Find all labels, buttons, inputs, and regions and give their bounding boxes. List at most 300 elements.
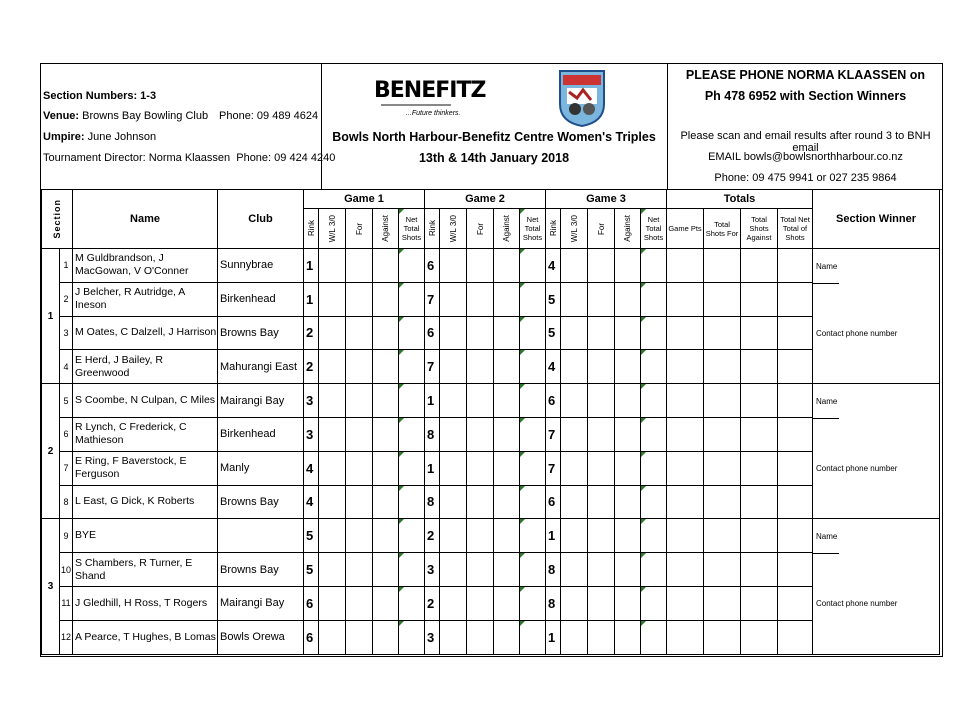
game2-net-cell[interactable] — [520, 553, 546, 587]
game3-for-cell[interactable] — [588, 417, 615, 451]
game2-net-cell[interactable] — [520, 316, 546, 350]
game1-net-cell[interactable] — [399, 519, 425, 553]
total-net-cell[interactable] — [778, 249, 813, 283]
table-row — [42, 417, 940, 451]
total-net-header: Total Net Total of Shots — [778, 209, 813, 249]
team-club: Sunnybrae — [218, 249, 304, 283]
team-number: 11 — [60, 586, 73, 620]
game3-wl-cell[interactable] — [561, 519, 588, 553]
total-against-cell[interactable] — [741, 485, 778, 519]
game1-for-cell[interactable] — [346, 350, 373, 384]
game1-net-cell[interactable] — [399, 384, 425, 418]
game2-net-cell[interactable] — [520, 384, 546, 418]
total-against-cell[interactable] — [741, 519, 778, 553]
game2-for-header: For — [467, 209, 494, 249]
game3-for-cell[interactable] — [588, 282, 615, 316]
game3-rink: 8 — [546, 586, 561, 620]
team-names: S Chambers, R Turner, E Shand — [73, 553, 218, 587]
game1-rink: 2 — [304, 316, 319, 350]
section-numbers: Section Numbers: 1-3 — [43, 90, 157, 102]
game2-against-cell[interactable] — [494, 553, 520, 587]
logo-tagline: ...Future thinkers. — [406, 110, 461, 117]
game1-against-cell[interactable] — [373, 519, 399, 553]
team-names: L East, G Dick, K Roberts — [73, 485, 218, 519]
team-number: 4 — [60, 350, 73, 384]
game2-net-cell[interactable] — [520, 249, 546, 283]
game2-net-header: Net Total Shots — [520, 209, 546, 249]
game3-net-cell[interactable] — [641, 316, 667, 350]
game1-rink: 6 — [304, 620, 319, 654]
game1-net-cell[interactable] — [399, 553, 425, 587]
total-for-cell[interactable] — [704, 451, 741, 485]
game3-for-cell[interactable] — [588, 553, 615, 587]
game2-header: Game 2 — [425, 190, 546, 209]
game2-for-cell[interactable] — [467, 620, 494, 654]
game3-wl-header: W/L 3/0 — [561, 209, 588, 249]
game2-wl-cell[interactable] — [440, 519, 467, 553]
game-pts-cell[interactable] — [667, 384, 704, 418]
game3-net-cell[interactable] — [641, 519, 667, 553]
benefitz-logo: BENEFITZ — [374, 78, 486, 103]
game1-against-cell[interactable] — [373, 350, 399, 384]
game2-for-cell[interactable] — [467, 350, 494, 384]
game1-against-cell[interactable] — [373, 316, 399, 350]
total-for-cell[interactable] — [704, 485, 741, 519]
table-row — [42, 384, 940, 418]
game3-net-cell[interactable] — [641, 485, 667, 519]
game-pts-cell[interactable] — [667, 519, 704, 553]
game2-rink: 3 — [425, 553, 440, 587]
director-line: Tournament Director: Norma Klaassen Phone: 09 424 4240 — [43, 152, 336, 164]
team-club: Mairangi Bay — [218, 586, 304, 620]
game3-net-cell[interactable] — [641, 282, 667, 316]
game3-wl-cell[interactable] — [561, 282, 588, 316]
totals-header: Totals — [667, 190, 813, 209]
game3-against-cell[interactable] — [615, 316, 641, 350]
total-against-cell[interactable] — [741, 249, 778, 283]
game2-net-cell[interactable] — [520, 282, 546, 316]
game1-rink: 1 — [304, 282, 319, 316]
team-number: 9 — [60, 519, 73, 553]
game1-for-cell[interactable] — [346, 451, 373, 485]
game2-against-cell[interactable] — [494, 620, 520, 654]
game1-rink: 2 — [304, 350, 319, 384]
game2-net-cell[interactable] — [520, 620, 546, 654]
total-net-cell[interactable] — [778, 519, 813, 553]
table-row — [42, 586, 940, 620]
game-pts-cell[interactable] — [667, 249, 704, 283]
team-names: S Coombe, N Culpan, C Miles — [73, 384, 218, 418]
game1-header: Game 1 — [304, 190, 425, 209]
game1-for-cell[interactable] — [346, 586, 373, 620]
section-winner-cell[interactable] — [813, 519, 940, 654]
team-names: J Gledhill, H Ross, T Rogers — [73, 586, 218, 620]
game3-wl-cell[interactable] — [561, 249, 588, 283]
sheet-header — [41, 64, 942, 190]
team-names: M Guldbrandson, J MacGowan, V O'Conner — [73, 249, 218, 283]
total-against-cell[interactable] — [741, 282, 778, 316]
game2-rink: 6 — [425, 316, 440, 350]
game3-for-cell[interactable] — [588, 485, 615, 519]
table-row — [42, 485, 940, 519]
total-for-cell[interactable] — [704, 620, 741, 654]
game1-wl-cell[interactable] — [319, 451, 346, 485]
game3-against-cell[interactable] — [615, 350, 641, 384]
game2-net-cell[interactable] — [520, 417, 546, 451]
game3-for-cell[interactable] — [588, 620, 615, 654]
game2-against-cell[interactable] — [494, 282, 520, 316]
total-for-cell[interactable] — [704, 586, 741, 620]
section-number: 1 — [42, 249, 60, 384]
game1-against-cell[interactable] — [373, 249, 399, 283]
game2-for-cell[interactable] — [467, 519, 494, 553]
game3-rink: 1 — [546, 620, 561, 654]
game1-net-cell[interactable] — [399, 485, 425, 519]
game3-wl-cell[interactable] — [561, 451, 588, 485]
title-block — [321, 64, 668, 189]
game-pts-cell[interactable] — [667, 620, 704, 654]
game2-against-header: Against — [494, 209, 520, 249]
team-names: R Lynch, C Frederick, C Mathieson — [73, 417, 218, 451]
game2-against-cell[interactable] — [494, 384, 520, 418]
game3-against-cell[interactable] — [615, 249, 641, 283]
game3-net-cell[interactable] — [641, 620, 667, 654]
section-winner-cell[interactable] — [813, 384, 940, 519]
game-pts-cell[interactable] — [667, 316, 704, 350]
game1-net-cell[interactable] — [399, 586, 425, 620]
team-number: 12 — [60, 620, 73, 654]
game2-rink: 7 — [425, 282, 440, 316]
total-net-cell[interactable] — [778, 620, 813, 654]
game2-against-cell[interactable] — [494, 316, 520, 350]
total-against-cell[interactable] — [741, 316, 778, 350]
game2-rink: 1 — [425, 384, 440, 418]
game-pts-cell[interactable] — [667, 282, 704, 316]
team-names: A Pearce, T Hughes, B Lomas — [73, 620, 218, 654]
game2-against-cell[interactable] — [494, 485, 520, 519]
game2-wl-cell[interactable] — [440, 316, 467, 350]
game1-net-cell[interactable] — [399, 417, 425, 451]
team-club: Manly — [218, 451, 304, 485]
total-against-cell[interactable] — [741, 620, 778, 654]
game1-against-cell[interactable] — [373, 282, 399, 316]
section-winner-cell[interactable] — [813, 249, 940, 384]
game1-against-cell[interactable] — [373, 485, 399, 519]
total-net-cell[interactable] — [778, 316, 813, 350]
total-net-cell[interactable] — [778, 586, 813, 620]
total-net-cell[interactable] — [778, 384, 813, 418]
game2-for-cell[interactable] — [467, 316, 494, 350]
name-header: Name — [73, 190, 218, 249]
game-pts-header: Game Pts — [667, 209, 704, 249]
game1-wl-cell[interactable] — [319, 553, 346, 587]
game3-net-cell[interactable] — [641, 350, 667, 384]
team-number: 7 — [60, 451, 73, 485]
game3-for-cell[interactable] — [588, 249, 615, 283]
game1-rink: 6 — [304, 586, 319, 620]
game1-wl-cell[interactable] — [319, 249, 346, 283]
game3-net-header: Net Total Shots — [641, 209, 667, 249]
game2-rink-header: Rink — [425, 209, 440, 249]
total-net-cell[interactable] — [778, 417, 813, 451]
game2-rink: 7 — [425, 350, 440, 384]
game1-for-cell[interactable] — [346, 620, 373, 654]
team-club: Browns Bay — [218, 485, 304, 519]
game3-for-cell[interactable] — [588, 519, 615, 553]
game2-against-cell[interactable] — [494, 519, 520, 553]
game1-for-cell[interactable] — [346, 316, 373, 350]
game1-for-cell[interactable] — [346, 249, 373, 283]
game1-rink: 5 — [304, 553, 319, 587]
game3-against-cell[interactable] — [615, 586, 641, 620]
game2-wl-cell[interactable] — [440, 282, 467, 316]
game1-rink: 4 — [304, 451, 319, 485]
game1-net-cell[interactable] — [399, 249, 425, 283]
game2-net-cell[interactable] — [520, 485, 546, 519]
team-club: Birkenhead — [218, 417, 304, 451]
team-club: Bowls Orewa — [218, 620, 304, 654]
game1-against-header: Against — [373, 209, 399, 249]
game2-net-cell[interactable] — [520, 586, 546, 620]
game1-wl-cell[interactable] — [319, 620, 346, 654]
game3-wl-cell[interactable] — [561, 417, 588, 451]
game2-wl-cell[interactable] — [440, 384, 467, 418]
logo-rule — [381, 104, 451, 106]
game3-wl-cell[interactable] — [561, 586, 588, 620]
total-net-cell[interactable] — [778, 282, 813, 316]
game2-rink: 2 — [425, 519, 440, 553]
game2-wl-cell[interactable] — [440, 485, 467, 519]
game3-against-cell[interactable] — [615, 553, 641, 587]
game3-net-cell[interactable] — [641, 384, 667, 418]
game2-wl-cell[interactable] — [440, 451, 467, 485]
game2-against-cell[interactable] — [494, 586, 520, 620]
game3-net-cell[interactable] — [641, 451, 667, 485]
game1-net-cell[interactable] — [399, 620, 425, 654]
game1-wl-cell[interactable] — [319, 417, 346, 451]
game3-net-cell[interactable] — [641, 417, 667, 451]
game1-against-cell[interactable] — [373, 553, 399, 587]
game3-wl-cell[interactable] — [561, 553, 588, 587]
game1-net-cell[interactable] — [399, 350, 425, 384]
game2-wl-cell[interactable] — [440, 249, 467, 283]
game3-wl-cell[interactable] — [561, 620, 588, 654]
team-club — [218, 519, 304, 553]
team-club: Mairangi Bay — [218, 384, 304, 418]
total-net-cell[interactable] — [778, 350, 813, 384]
game2-for-cell[interactable] — [467, 485, 494, 519]
game-pts-cell[interactable] — [667, 485, 704, 519]
game3-rink: 5 — [546, 282, 561, 316]
game1-rink: 3 — [304, 384, 319, 418]
game3-against-header: Against — [615, 209, 641, 249]
game3-rink: 7 — [546, 417, 561, 451]
game2-rink: 3 — [425, 620, 440, 654]
game2-net-cell[interactable] — [520, 350, 546, 384]
game2-rink: 1 — [425, 451, 440, 485]
total-net-cell[interactable] — [778, 485, 813, 519]
table-row — [42, 620, 940, 654]
game2-wl-cell[interactable] — [440, 350, 467, 384]
total-for-cell[interactable] — [704, 384, 741, 418]
winner-name-label: Name — [816, 532, 838, 542]
game3-header: Game 3 — [546, 190, 667, 209]
team-number: 1 — [60, 249, 73, 283]
game-pts-cell[interactable] — [667, 417, 704, 451]
game1-net-cell[interactable] — [399, 316, 425, 350]
game2-against-cell[interactable] — [494, 451, 520, 485]
game3-net-cell[interactable] — [641, 249, 667, 283]
game3-rink: 4 — [546, 350, 561, 384]
game3-wl-cell[interactable] — [561, 485, 588, 519]
team-number: 10 — [60, 553, 73, 587]
game2-net-cell[interactable] — [520, 451, 546, 485]
total-for-cell[interactable] — [704, 316, 741, 350]
game3-wl-cell[interactable] — [561, 350, 588, 384]
game2-rink: 2 — [425, 586, 440, 620]
game2-rink: 8 — [425, 417, 440, 451]
contact-block — [667, 64, 944, 189]
game1-wl-cell[interactable] — [319, 350, 346, 384]
team-names: M Oates, C Dalzell, J Harrison — [73, 316, 218, 350]
game2-wl-cell[interactable] — [440, 586, 467, 620]
game1-wl-cell[interactable] — [319, 485, 346, 519]
section-header: Section — [42, 190, 73, 249]
game2-for-cell[interactable] — [467, 417, 494, 451]
game2-for-cell[interactable] — [467, 282, 494, 316]
total-against-cell[interactable] — [741, 451, 778, 485]
game1-rink-header: Rink — [304, 209, 319, 249]
game1-against-cell[interactable] — [373, 417, 399, 451]
game1-against-cell[interactable] — [373, 384, 399, 418]
total-for-cell[interactable] — [704, 553, 741, 587]
game3-against-cell[interactable] — [615, 417, 641, 451]
game3-against-cell[interactable] — [615, 485, 641, 519]
game3-against-cell[interactable] — [615, 620, 641, 654]
game3-wl-cell[interactable] — [561, 384, 588, 418]
game-pts-cell[interactable] — [667, 586, 704, 620]
game1-wl-cell[interactable] — [319, 282, 346, 316]
game2-against-cell[interactable] — [494, 350, 520, 384]
game1-for-header: For — [346, 209, 373, 249]
game1-net-header: Net Total Shots — [399, 209, 425, 249]
total-for-cell[interactable] — [704, 282, 741, 316]
game3-rink: 5 — [546, 316, 561, 350]
team-club: Browns Bay — [218, 316, 304, 350]
game1-for-cell[interactable] — [346, 519, 373, 553]
game1-wl-cell[interactable] — [319, 586, 346, 620]
total-net-cell[interactable] — [778, 451, 813, 485]
total-against-cell[interactable] — [741, 417, 778, 451]
total-for-cell[interactable] — [704, 249, 741, 283]
section-winner-header: Section Winner — [813, 190, 940, 249]
game1-for-cell[interactable] — [346, 417, 373, 451]
game3-rink: 1 — [546, 519, 561, 553]
club-header: Club — [218, 190, 304, 249]
game3-rink: 4 — [546, 249, 561, 283]
game2-rink: 6 — [425, 249, 440, 283]
total-net-cell[interactable] — [778, 553, 813, 587]
game1-wl-cell[interactable] — [319, 519, 346, 553]
game1-wl-cell[interactable] — [319, 384, 346, 418]
game1-against-cell[interactable] — [373, 451, 399, 485]
game1-net-cell[interactable] — [399, 451, 425, 485]
team-club: Browns Bay — [218, 553, 304, 587]
game2-against-cell[interactable] — [494, 249, 520, 283]
game2-wl-cell[interactable] — [440, 417, 467, 451]
game3-rink: 8 — [546, 553, 561, 587]
game2-wl-cell[interactable] — [440, 553, 467, 587]
section-number: 2 — [42, 384, 60, 519]
total-against-cell[interactable] — [741, 586, 778, 620]
game1-rink: 5 — [304, 519, 319, 553]
game1-for-cell[interactable] — [346, 485, 373, 519]
tournament-dates: 13th & 14th January 2018 — [418, 151, 570, 165]
club-crest-icon — [557, 68, 607, 128]
team-club: Mahurangi East — [218, 350, 304, 384]
game3-for-cell[interactable] — [588, 384, 615, 418]
game1-wl-cell[interactable] — [319, 316, 346, 350]
game3-for-cell[interactable] — [588, 350, 615, 384]
game-pts-cell[interactable] — [667, 350, 704, 384]
game3-against-cell[interactable] — [615, 384, 641, 418]
total-against-cell[interactable] — [741, 553, 778, 587]
total-for-cell[interactable] — [704, 350, 741, 384]
game1-for-cell[interactable] — [346, 384, 373, 418]
tournament-title: Bowls North Harbour-Benefitz Centre Women's Triples — [332, 130, 656, 144]
game2-for-cell[interactable] — [467, 553, 494, 587]
game3-wl-cell[interactable] — [561, 316, 588, 350]
game2-for-cell[interactable] — [467, 586, 494, 620]
game-pts-cell[interactable] — [667, 451, 704, 485]
game2-for-cell[interactable] — [467, 451, 494, 485]
venue-line: Venue: Browns Bay Bowling Club Phone: 09 489 4624 — [43, 110, 319, 122]
game3-against-cell[interactable] — [615, 451, 641, 485]
game1-wl-header: W/L 3/0 — [319, 209, 346, 249]
total-for-cell[interactable] — [704, 519, 741, 553]
game3-for-cell[interactable] — [588, 586, 615, 620]
game3-net-cell[interactable] — [641, 586, 667, 620]
section-number: 3 — [42, 519, 60, 654]
team-number: 6 — [60, 417, 73, 451]
game1-against-cell[interactable] — [373, 586, 399, 620]
game2-net-cell[interactable] — [520, 519, 546, 553]
game3-against-cell[interactable] — [615, 282, 641, 316]
total-against-header: Total Shots Against — [741, 209, 778, 249]
game2-for-cell[interactable] — [467, 249, 494, 283]
winner-divider — [813, 553, 839, 554]
team-names: E Ring, F Baverstock, E Ferguson — [73, 451, 218, 485]
game2-for-cell[interactable] — [467, 384, 494, 418]
game1-for-cell[interactable] — [346, 282, 373, 316]
game3-for-cell[interactable] — [588, 451, 615, 485]
total-against-cell[interactable] — [741, 350, 778, 384]
game2-against-cell[interactable] — [494, 417, 520, 451]
game1-for-cell[interactable] — [346, 553, 373, 587]
total-for-cell[interactable] — [704, 417, 741, 451]
game-pts-cell[interactable] — [667, 553, 704, 587]
table-row — [42, 249, 940, 283]
game1-rink: 4 — [304, 485, 319, 519]
winner-name-label: Name — [816, 262, 838, 271]
game2-wl-cell[interactable] — [440, 620, 467, 654]
total-against-cell[interactable] — [741, 384, 778, 418]
game3-net-cell[interactable] — [641, 553, 667, 587]
game3-against-cell[interactable] — [615, 519, 641, 553]
game1-net-cell[interactable] — [399, 282, 425, 316]
game3-for-cell[interactable] — [588, 316, 615, 350]
game1-against-cell[interactable] — [373, 620, 399, 654]
